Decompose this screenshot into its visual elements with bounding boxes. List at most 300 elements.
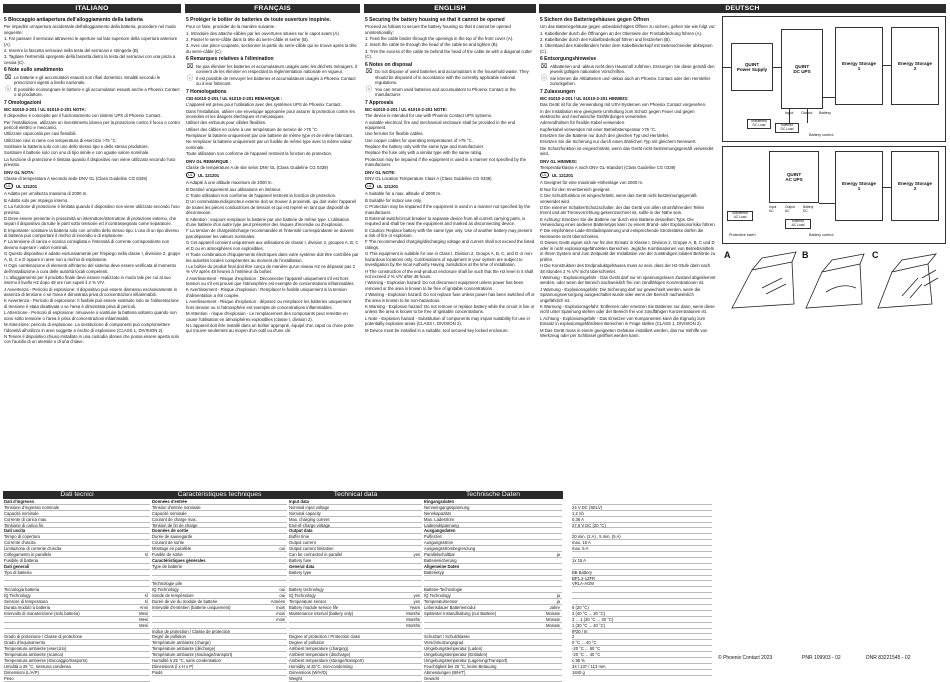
label-dc-ups: QUINT DC UPS [793,63,811,74]
row-label: Tensione d'ingresso nominale [4,504,60,510]
row-unit [396,576,422,581]
row-value: 0 °C ... 40 °C [572,640,597,646]
row-value: -20 °C ... 50 °C [572,646,601,652]
row-label: Can be connected in parallel [289,552,343,558]
row-value: 3 (40 °C ... 20 °C) [572,610,606,616]
header-francais: FRANÇAIS [185,4,360,13]
ul-logo-icon: UL [186,172,195,178]
ul-item: I Le boîtier du produit final doit être conçu de manière qu'un niveau H2 ne dépasse pas 2 % V/V après 48 heures à l'intérieur du boîtier. [186,263,355,275]
row-label: Degree of pollution [289,640,325,646]
label-es1: Energy Storage 1 [842,60,876,71]
table-english [289,499,422,682]
ul-item: L Achtung - Explosionsgefahr - Das Ersetzen von Komponenten kann die Eignung zum Einsatz in explosionsgefährdeten Bereichen in Frage stellen (CLASS 1, DIVISION 2). [540,315,706,327]
row-label: Poids [152,669,163,675]
approval-text: Utiliser des câbles en cuivre à une température de service de >75 °C. [186,126,319,132]
section-5-step: 2. Insert the cable tie through the head of the cable tie and tighten (B). [365,42,499,48]
row-label: Max. Ladestrom [424,516,455,522]
disposal-text: Ne pas éliminer les batteries et accumulateurs usagés avec les déchets ménagers. Il convient de les éliminer en respectant la réglementation nationale en vigueur. [196,63,358,75]
ul-item: N L'appareil doit être installé dans un boîtier approprié, équipé d'un capot ou d'une porte qui s'ouvre seulement au moyen d'un outil ou d'une clé. [186,322,354,334]
row-label: Tempo di copertura [4,534,40,540]
ul-item: E Attention : toujours remplacer la batterie par une batterie de même type. L'utilisation d'une batterie d'un autre type peut présenter des risques d'incendie ou d'explosion. [186,216,350,228]
row-label: General data [289,563,315,569]
row-unit: Months [406,610,420,616]
approval-text: Ersetzen Sie die Batterie nur durch den gleichen Typ und Hersteller. [540,133,670,139]
dnv-text: Temperaturklasse A nach DNV GL-Standort (Class Guideline CG 0339) [540,164,676,170]
row-label: Fusible de sortie [152,552,183,558]
crossed-bin-icon: ⌧ [540,63,548,70]
row-unit [124,576,150,581]
row-label: Ladeendspannung [424,522,459,528]
row-unit: oui [279,546,285,552]
label-battery: Battery [819,111,832,115]
section-7-title: 7 Homologations [186,88,227,95]
row-value: max. 5 A [572,546,589,552]
section-7-title: 7 Approvals [365,99,394,106]
row-value [572,552,712,557]
disposal-note [186,76,359,87]
row-label: Spätester Instandhaltung (nur Batterie) [424,610,497,616]
row-unit [124,652,150,657]
row-label: Ausgangsstrom [424,540,454,546]
row-unit: Mesi [139,622,148,628]
row-label [289,623,396,628]
row-label: Caractéristiques générales [152,557,206,563]
row-unit: Jahre [549,605,560,611]
ul-item: J Avertissement - Risque d'explosion : Déconnecter l'appareil uniquement s'il est hors tension ou s'il est prouvé que l'atmosphère est exempte de concentrations inflammables. [186,275,355,287]
disposal-note [365,69,535,86]
row-unit [396,546,422,551]
row-label: Lebensdauer Batteriemodul [424,605,476,611]
row-label [289,576,396,581]
ul-logo-icon: UL [540,172,549,178]
row-label: Ambient temperature (charging) [289,646,349,652]
row-unit [261,570,287,575]
table-title-it: Dati tecnici [3,491,151,499]
row-value: VRLA-AGM [572,581,594,587]
table-row [289,676,422,682]
row-label: Nominal input voltage [289,504,330,510]
approval-text: Remplacer la batterie uniquement par une batterie de même type et de même fabricant. [186,133,353,139]
column-english [365,15,535,485]
row-label: Fusibile di batteria [4,557,38,563]
box-buffered-load [775,123,799,133]
disposal-text: Sie können die Altbatterien und -akkus auch an Phoenix Contact oder den Hersteller zurückgeben. [550,75,711,87]
row-value: 27,6 V DC (20 °C) [572,522,606,528]
row-label: Humidité à 25 °C, sans condensation [152,658,221,664]
row-label: Données d'entrée [152,499,187,504]
row-unit [124,570,150,575]
approval-heading: IEC 61010-2-201 / UL 61010-2-201 HINWEIS: [540,96,629,102]
row-label: Limitazione di corrente d'uscita [4,546,62,552]
row-label: Peso [4,675,14,681]
row-unit [261,505,287,510]
row-unit: ja [556,552,560,558]
row-label: Durée de vie du module de batterie [152,599,218,605]
box-dc-ups [781,29,823,109]
row-label [4,576,124,581]
row-value: 3 ... 1 (30 °C ... 30 °C) [572,616,614,622]
row-unit [536,629,562,634]
row-unit [124,670,150,675]
info-icon: ⓘ [365,86,372,93]
row-unit [261,511,287,516]
approval-heading: IEC 61010-2-201 / UL 61010-2-201 NOTA: [4,107,86,113]
approval-text: Aderendhülsen für flexible Kabel verwenden. [540,120,626,126]
row-unit: oui [279,587,285,593]
row-label: Grado di protezione / Classe di protezione [4,634,83,640]
ul-item: B Adatto solo per impiego interno. [4,197,69,203]
row-label: Batteriesicherung [424,557,457,563]
row-unit [124,564,150,569]
row-unit [261,552,287,557]
row-value: 2 [572,634,575,640]
row-unit [536,587,562,592]
header-deutsch: DEUTSCH [539,4,946,13]
ul-item: F Die empfohlene Lade-/Entladespannung und entsprechende Stromstärke dürfen die Nennwerte nicht überschreiten. [540,228,704,239]
ul-logo-icon: UL [365,183,374,189]
row-label: Degree of protection / Protection class [289,634,360,640]
row-unit [261,499,287,504]
row-label [152,611,261,616]
row-unit [261,652,287,657]
row-unit [396,658,422,663]
row-label: Gewicht [424,675,440,681]
row-unit [396,534,422,539]
section-5-step: 1. Far passare il serracavi attraverso le aperture sul lato superiore della copertura anteriore (A). [4,36,178,47]
row-label: Dati uscita [4,528,26,534]
row-unit [536,646,562,651]
ul-item: F La tensione di carica e scarica consigliata e l'intensità di corrente corrispondente non devono superare i valori nominali. [4,239,170,250]
box-power-supply [731,43,773,91]
row-unit [124,546,150,551]
footer-dnr: DNR 83221545 - 02 [866,655,911,661]
dnv-heading: DNV GL NOTA: [4,169,35,175]
section-5-title: 5 Protéger le boîtier de batteries de toute ouverture inopinée. [186,17,332,23]
row-label [152,623,261,628]
section-5-step: 3. Tagliare l'estremità sporgente della fascetta dietro la testa del serracavi con una pinza a cesoia (C). [4,54,176,65]
row-unit [396,499,422,504]
row-unit: yes [413,593,420,599]
row-unit [261,670,287,675]
row-unit [124,534,150,539]
row-value: 1 (30 °C ... 40 °C) [572,622,606,628]
ul-item: L Note - Explosion hazard - Substitution of components may impair suitability for use in potentially explosive areas (CLASS I, DIVISION 2). [365,315,530,327]
ul-item: H The construction of the end-product enclosure shall be such that the H2 level in it shall not exceed 2 % V/V after 48 hours. [365,268,534,280]
ul-item: F The recommended charging/discharging voltage and current shall not exceed the listed ratings. [365,239,535,250]
row-label [289,617,396,622]
approval-text: Sostituire il batterie solo con uno di tipo simile e con uguale valore nominale. [4,150,150,156]
section-6-title: 6 Notes on disposal [365,61,413,68]
row-value [572,593,712,598]
row-unit [536,564,562,569]
row-unit [261,558,287,563]
row-label: Humidity at 25°C, non-condensing [289,663,353,669]
row-label: Battery module service life [289,605,339,611]
section-5-intro: Proceed as follows to secure the battery housing so that it cannot be opened unintentionally: [365,24,511,35]
row-label: Batterie-Technologie [424,587,463,593]
row-unit [396,523,422,528]
label-input-ac: Input AC [769,205,777,214]
row-label: IQ Technology [4,593,31,599]
row-unit [396,528,422,533]
section-5-step: 1. Feed the cable binder through the openings in the top of the front cover (A). [365,36,514,42]
row-label: Courant de charge max. [152,516,197,522]
table-row [572,670,712,676]
row-unit: sì [144,599,148,605]
cable-tie-illustrations [722,248,946,316]
row-label: Tensione di carica fin. [4,522,45,528]
row-unit [396,634,422,639]
label-protective-earth: Protective earth [729,233,756,237]
cable-tie-drawing [722,248,946,316]
row-label: Weight [289,675,302,681]
approval-text: Replace the battery only with the same type and manufacturer. [365,144,485,150]
ul-item: B Destiné uniquement aux utilisations en intérieur. [186,186,282,192]
row-unit [124,528,150,533]
row-label: Ambient temperature (discharge) [289,652,351,658]
box-unbuffered-load [747,119,771,129]
row-label: Pufferzeit [424,534,442,540]
disposal-text: Il est possible de renvoyer les batteries et accumulateurs usagés à Phoenix Contact ou à leur fabricant. [196,75,356,87]
section-5-title: 5 Bloccaggio antiapertura dell'alloggiamento della batteria [4,17,143,23]
row-label: Dimensioni (L/A/P) [4,669,39,675]
ul-item: G Cet appareil convient uniquement aux utilisations de classe I, division 2, groupes A, B, C et D ou en atmosphères non explosibles. [186,240,359,251]
ul-item: M Attenzione: pericolo di esplosione. La sostituzione di componenti può compromettere l'idoneità all'utilizzo in aree soggette a rischio di esplosione (CLASS 1, DIVISION 2). [4,322,171,333]
row-unit [536,540,562,545]
ul-item: A Geeignet für eine maximale Höhenlage von 2000 m. [540,180,644,186]
row-unit: ja [556,593,560,599]
label-unbuffered: unbuffered DC Load [751,119,767,127]
row-label [152,617,261,622]
row-value: BP1.2-12FR [572,575,596,581]
disposal-note [540,76,716,87]
step-label-b: B [802,250,809,260]
row-value [572,599,712,604]
disposal-note [540,64,716,75]
row-label: Sensore di temperatura [4,599,48,605]
info-icon: ⓘ [4,86,11,93]
row-label: Output data [289,528,313,534]
row-label: Temperatura ambiente (esercizio) [4,646,67,652]
row-unit: mois [276,610,285,616]
disposal-note [365,87,535,98]
box-energy-storage-1b [835,151,883,221]
ul-item: J Warnung - Explosionsgefahr: Die Sicherung darf nur gewechselt werden, wenn die Spannungsversorgung ausgeschaltet wurde oder wenn der Bereich nachweislich ungefährlich ist. [540,286,701,303]
label-input: Input [785,111,794,115]
label-battery-dc: Battery DC [803,205,814,214]
row-label: Maintenance interval (battery only) [289,610,354,616]
ul-item: I Warnung - Explosionsgefahr - Das Gerät darf nur im spannungslosen Zustand abgeklemmt werden, oder wenn der Bereich nachweislich frei von zündfähigen Konzentrationen ist. [540,274,716,286]
row-label: Batterietyp [424,569,445,575]
row-unit [536,511,562,516]
row-label: End-of-charge voltage [289,522,331,528]
info-icon: ⓘ [186,75,193,82]
ul-item: E Caution: Replace battery with the same type only. Use of another battery may present a risk of fire or explosion. [365,227,532,239]
approval-text: Use copper cables for operating temperatures of >75 °C. [365,137,473,143]
row-unit [536,523,562,528]
ul-item: G Questo dispositivo è adatto esclusivamente per l'impiego nella classe I, divisione 2, gruppi A, B, C e D oppure in aree non a rischio di esplosione. [4,251,180,262]
row-label: Schutzart / Schutzklasse [424,634,470,640]
row-label: Dati d'ingresso [4,499,35,504]
approval-text: In der Installation eine geeignete Umhüllung zum Schutz gegen Feuer und gegen elektrische und mechanische Gefährdungen verwenden. [540,108,695,120]
row-label: Durata modulo a batteria [4,605,51,611]
label-es2: Energy Storage 2 [898,60,932,71]
ul-item: C Protection may be impaired if the equipment is used in a manner not specified by the manufacturer. [365,204,531,215]
ul-item: A Suitable for a max. altitude of 2000 m. [365,191,442,197]
row-unit [396,564,422,569]
section-5-step: 2. Passer le serre-câble dans la tête du serre-câble et serrer (B). [186,36,309,42]
row-unit: mois [276,605,285,611]
ul-item: A Adapté à une altitude maximum de 2000 m. [186,180,273,186]
ul-item: J Avvertenza - Pericolo di esplosione: Il dispositivo può essere dismesso esclusivamente in assenza di tensione o se l'area è dimostrata priva di concentrazioni infiammabili. [4,286,178,298]
row-label [152,570,261,575]
section-5-step: 1. Kabelbinder durch die Öffnungen an der Oberseite der Frontabdeckung führen (A). [540,30,703,36]
row-label: Ambient temperature (storage/transport) [289,658,364,664]
footer-copyright: © Phoenix Contact 2023 [718,655,773,661]
approval-heading: IEC 61010-2-201 / UL 61010-2-201 NOTE: [365,107,448,113]
label-battery-control: Battery control [809,133,834,137]
approval-text: Kupferkabel verwenden mit einer Betriebstemperatur >75 °C. [540,126,657,132]
row-unit [536,570,562,575]
ul-item: M Das Gerät muss in einem geeigneten Gehäuse installiert werden, das nur mithilfe von Werkzeug oder per Schlüssel geöffnet werden kann. [540,327,708,338]
row-unit: ja [556,599,560,605]
ul-item: J Warning - Explosion hazard: Do not replace fuse unless power has been switched off or the area is known to be non-hazardous. [365,292,535,303]
disposal-note [4,75,180,86]
row-label [424,629,536,634]
dnv-heading: DNV GL HINWEIS: [540,158,578,164]
row-label: Technologie pile [152,581,183,587]
row-value: 0,36 A [572,516,584,522]
info-icon: ⓘ [540,75,547,82]
row-unit [536,505,562,510]
row-unit [536,576,562,581]
header-english: ENGLISH [364,4,536,13]
row-unit: yes [413,599,420,605]
dnv-text: Classe de température A de site selon DNV GL (Class Guideline CG 0339) [186,164,328,170]
ul-label: UL 121201 [377,183,399,189]
row-label: Capacità nominale [4,510,39,516]
row-unit: sì [144,552,148,558]
row-unit: Months [406,622,420,628]
ul-item: E Importante: sostituire la batteria solo con un'altro dello stesso tipo. L'uso di un tipo diverso di batteria può comportare il rischio di incendio o di esplosione. [4,227,179,239]
label-battery-control-2: Battery control [809,233,834,237]
disposal-note [4,87,180,98]
label-buffered: buffered DC Load [780,123,794,131]
row-unit [396,511,422,516]
row-label: Ausgangsdaten [424,528,456,534]
label-ac-ups: QUINT AC UPS [785,171,803,182]
row-label: Feuchtigkeit bei 25 °C, keine Betauung [424,663,497,669]
dnv-text: DNV GL Location Temperature Class A (Class Guideline CG 0339) [365,175,492,181]
row-label [424,617,536,622]
approval-text: The device is intended for use with Phoenix Contact UPS systems. [365,113,493,119]
row-label: Tension de fin de charge [152,522,198,528]
ul-item: B Suitable for indoor use only. [365,197,423,203]
label-es1b: Energy Storage 1 [842,180,876,191]
ul-item: H Toute combinaison d'équipements électriques dans votre système doit être contrôlée par les autorités locales compétentes au moment de l'installation. [186,252,359,263]
row-label: Parallelschaltbar [424,552,455,558]
approval-text: Per l'installazione, utilizzare un investimento idoneo per la protezione contro il fuoco e contro pericoli elettrici e meccanici. [4,119,180,131]
disposal-note [186,64,359,75]
row-label: Intervalle d'entretien (batterie uniquement) [152,605,231,611]
row-label: Buffer time [289,534,310,540]
table-values [572,499,712,676]
row-label: Corrente d'uscita [4,540,36,546]
row-unit [396,629,422,634]
step-label-a: A [724,250,731,260]
row-label: Degré de pollution [152,634,186,640]
row-unit [396,664,422,669]
approval-text: Das Gerät ist für die Verwendung mit USV-Systemen von Phoenix Contact vorgesehen. [540,102,707,108]
row-value [572,564,712,569]
row-label: Nennkapazität [424,510,451,516]
section-7-title: 7 Omologazioni [4,99,42,106]
row-value: 34 / 137 / 113 mm [572,663,606,669]
row-label: Tecnologia batteria [4,587,40,593]
row-label: Temperatura ambiente (scarica) [4,652,64,658]
row-unit [396,646,422,651]
ul-item: C Die Schutzfunktion ist eingeschränkt, wenn das Gerät nicht bestimmungsgemäß verwendet wird. [540,193,697,204]
row-unit [261,623,287,628]
column-german [540,15,716,485]
row-label [424,581,536,586]
row-label: Temperature sensor [289,599,327,605]
row-label: Temperatura ambiente (stoccaggio/trasporto) [4,658,88,664]
approval-text: Sostituire la batteria solo con uno dello stesso tipo e dello stesso produttore. [4,144,149,150]
ul-block [186,172,359,178]
row-unit [261,629,287,634]
approval-text: Toute utilisation non conforme de l'appareil restreint la fonction de protection. [186,151,333,157]
disposal-text: Do not dispose of used batteries and accumulators in the household waste. They should be disposed of in accordance with the currently applicable national regulations. [375,69,529,86]
row-label: Nenneingangsspannung [424,504,470,510]
row-label: Grado d'inquinamento [4,640,46,646]
row-unit [261,576,287,581]
row-label: Nominal capacity [289,510,321,516]
row-unit: yes [413,552,420,558]
row-unit [536,581,562,586]
row-label: Battery fuse [289,557,312,563]
row-unit [261,540,287,545]
row-unit: Monate [546,610,560,616]
ul-block [540,172,716,178]
row-label: Température ambiante (décharge) [152,646,216,652]
row-unit [261,534,287,539]
row-unit [261,664,287,669]
row-unit: Mesi [139,616,148,622]
ul-item: C Toute utilisation non conforme de l'appareil restreint la fonction de protection. [186,193,337,199]
section-5-intro: Pour ce faire, procéder de la manière suivante : [186,24,277,30]
row-label: Tipo di batteria [4,569,32,575]
row-unit [536,658,562,663]
row-unit: Anni [139,605,148,611]
section-5-step: 3. Überstand des Kabelbinders hinter dem Kabelbinderkopf mit Seitenschneider abknipsen (C). [540,43,713,54]
approval-heading: CEI 61010-2-201 / UL 61010-2-201 REMARQUE : [186,96,283,102]
row-label: Eingangsdaten [424,499,455,504]
row-unit [396,505,422,510]
row-label: Dimensions (W/H/D) [289,669,328,675]
row-value: 1,2 Ah [572,510,584,516]
row-unit [536,546,562,551]
ul-item: L Attenzione - Pericolo di esplosione: rimuovere o sostituire la batteria soltanto quando non sono sotto tensione o l'area è priva di concentrazioni infiammabili. [4,310,177,321]
row-unit [536,676,562,681]
row-label: IQ Technology [289,593,316,599]
ul-label: UL 121201 [552,172,574,178]
section-5-step: 2. Kabelbinder durch den Kabelbinderkopf führen und festziehen (B). [540,36,671,42]
approval-text: Ersetzen Sie die Sicherung nur durch einen ähnlichen Typ mit gleichem Nennwert. [540,139,697,145]
section-5-title: 5 Sichern des Batteriegehäuses gegen Öffnen [540,17,650,23]
row-label: Température ambiante (charge) [152,640,211,646]
row-label: Verschmutzungsgrad [424,640,464,646]
